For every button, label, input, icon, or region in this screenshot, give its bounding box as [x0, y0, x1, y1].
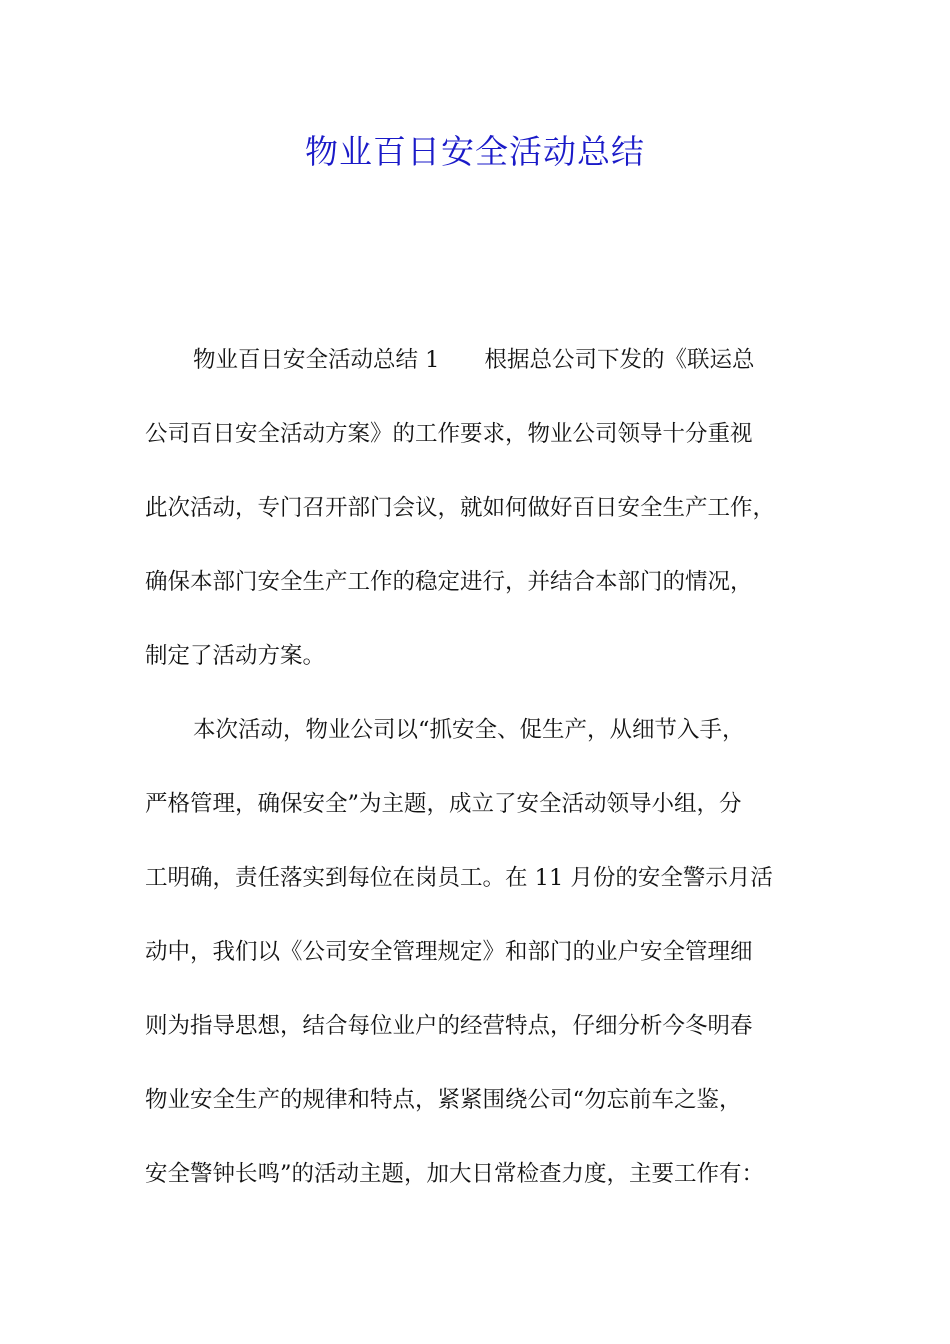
paragraph-2-line-2: 严格管理，确保安全”为主题，成立了安全活动领导小组，分: [145, 791, 742, 817]
paragraph-1-line-4: 确保本部门安全生产工作的稳定进行，并结合本部门的情况，: [145, 569, 753, 595]
paragraph-2-line-1: 本次活动，物业公司以“抓安全、促生产，从细节入手，: [193, 717, 745, 743]
paragraph-1-line-5: 制定了活动方案。: [145, 643, 326, 669]
paragraph-2-line-4: 动中，我们以《公司安全管理规定》和部门的业户安全管理细: [145, 939, 753, 965]
document-title: 物业百日安全活动总结: [305, 132, 645, 171]
paragraph-1-line-2: 公司百日安全活动方案》的工作要求，物业公司领导十分重视: [145, 421, 753, 447]
paragraph-2-line-5: 则为指导思想，结合每位业户的经营特点，仔细分析今冬明春: [145, 1013, 753, 1039]
paragraph-1-line-1: 物业百日安全活动总结 1 根据总公司下发的《联运总: [193, 347, 755, 373]
paragraph-2-line-3: 工明确，责任落实到每位在岗员工。在 11 月份的安全警示月活: [145, 865, 773, 891]
paragraph-2-line-7: 安全警钟长鸣”的活动主题，加大日常检查力度，主要工作有：: [145, 1161, 765, 1187]
paragraph-1-line-3: 此次活动，专门召开部门会议，就如何做好百日安全生产工作，: [145, 495, 776, 521]
paragraph-2-line-6: 物业安全生产的规律和特点，紧紧围绕公司“勿忘前车之鉴，: [145, 1087, 742, 1113]
